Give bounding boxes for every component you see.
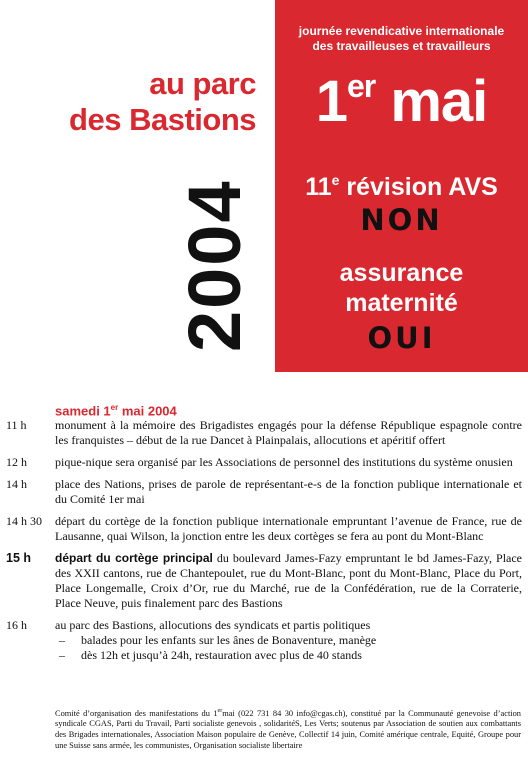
headline xyxy=(69,66,256,138)
schedule-row xyxy=(0,618,528,663)
maternity-line-2: maternité xyxy=(345,289,458,317)
headline-line-2: des Bastions xyxy=(69,102,256,137)
schedule-row xyxy=(0,477,528,507)
organizers-footer xyxy=(55,706,521,751)
panel-subtitle xyxy=(275,24,528,54)
bullet-item: – dès 12h et jusqu’à 24h, restauration avec plus de 40 stands xyxy=(55,648,522,663)
date-number: 1 xyxy=(315,69,347,134)
schedule-lead: départ du cortège principal xyxy=(55,551,213,565)
schedule-row xyxy=(0,455,528,470)
schedule-text: monument à la mémoire des Brigadistes engagés pour la défense République espagnole contre les franquistes – début de la rue Dancet à Plainpalais, allocutions et apéritif offert xyxy=(55,418,522,447)
revision-text: révision AVS xyxy=(339,173,498,201)
revision-superscript: e xyxy=(331,172,340,188)
bullet-item: – balades pour les enfants sur les ânes de Bonaventure, manège xyxy=(55,633,522,648)
schedule-text: place des Nations, prises de parole de représentant-e-s de la fonction publique internationale et du Comité 1er mai xyxy=(55,477,522,506)
event-day xyxy=(55,403,177,418)
schedule-text xyxy=(55,551,522,611)
schedule-time: 15 h xyxy=(6,551,32,565)
schedule-text: départ du cortège de la fonction publique internationale empruntant l’avenue de France, rue de Lausanne, quai Wilson, la jonction entre les deux cortèges se fera au pont du Mont-Blanc xyxy=(55,514,522,543)
day-post: mai 2004 xyxy=(118,403,177,419)
schedule-time: 12 h xyxy=(6,455,27,469)
date-superscript: er xyxy=(346,68,376,104)
schedule-text: pique-nique sera organisé par les Associations de personnel des institutions du système onusien xyxy=(55,455,513,469)
panel-date xyxy=(275,70,528,134)
schedule-text xyxy=(55,618,522,663)
vote-yes: OUI xyxy=(367,321,436,355)
day-pre: samedi 1 xyxy=(55,403,111,419)
schedule-row xyxy=(0,418,528,448)
schedule xyxy=(0,418,528,670)
maternity-line-1: assurance xyxy=(339,259,464,287)
vote-no: NON xyxy=(360,203,443,237)
panel-revision xyxy=(275,172,528,202)
schedule-body: au parc des Bastions, allocutions des syndicats et partis politiques xyxy=(55,618,371,632)
footer-superscript: er xyxy=(217,708,223,714)
panel-maternity xyxy=(275,258,528,318)
schedule-time: 16 h xyxy=(6,618,27,632)
day-superscript: er xyxy=(110,403,119,412)
red-panel xyxy=(275,0,528,372)
schedule-time: 11 h xyxy=(6,418,27,432)
schedule-row xyxy=(0,514,528,544)
year-label: 2004 xyxy=(173,179,256,352)
footer-pre: Comité d’organisation des manifestations du 1 xyxy=(55,708,218,718)
revision-number: 11 xyxy=(305,173,332,201)
panel-subtitle-line-2: des travailleuses et travailleurs xyxy=(312,39,491,53)
footer-post: mai (022 731 84 30 info@cgas.ch), constitué par la Communauté genevoise d’action syndicale CGAS, Parti du Travail, Parti socialiste genevois , solidaritéS, Les Verts; soutenus par Association de soutien aux combattants des Brigades internationales, Association Maison populaire de Genève, Collectif 14 juin, Comité amérique centrale, Equité, Groupe pour une Suisse sans armée, les communistes, Organisation socialiste libertaire xyxy=(55,708,521,750)
schedule-body: du boulevard James-Fazy empruntant le bd James-Fazy, Place des XXII cantons, rue de Chantepoulet, rue du Mont-Blanc, pont du Mont-Blanc, Place du Port, Place Longemalle, Croix d’Or, rue du Marché, rue de la Confédération, rue de la Corraterie, Place Neuve, puis finalement parc des Bastions xyxy=(55,551,523,610)
schedule-time: 14 h 30 xyxy=(6,514,42,528)
schedule-row xyxy=(0,551,528,611)
schedule-time: 14 h xyxy=(6,477,27,491)
headline-line-1: au parc xyxy=(149,66,256,101)
date-word: mai xyxy=(375,69,488,134)
panel-subtitle-line-1: journée revendicative internationale xyxy=(298,24,505,38)
